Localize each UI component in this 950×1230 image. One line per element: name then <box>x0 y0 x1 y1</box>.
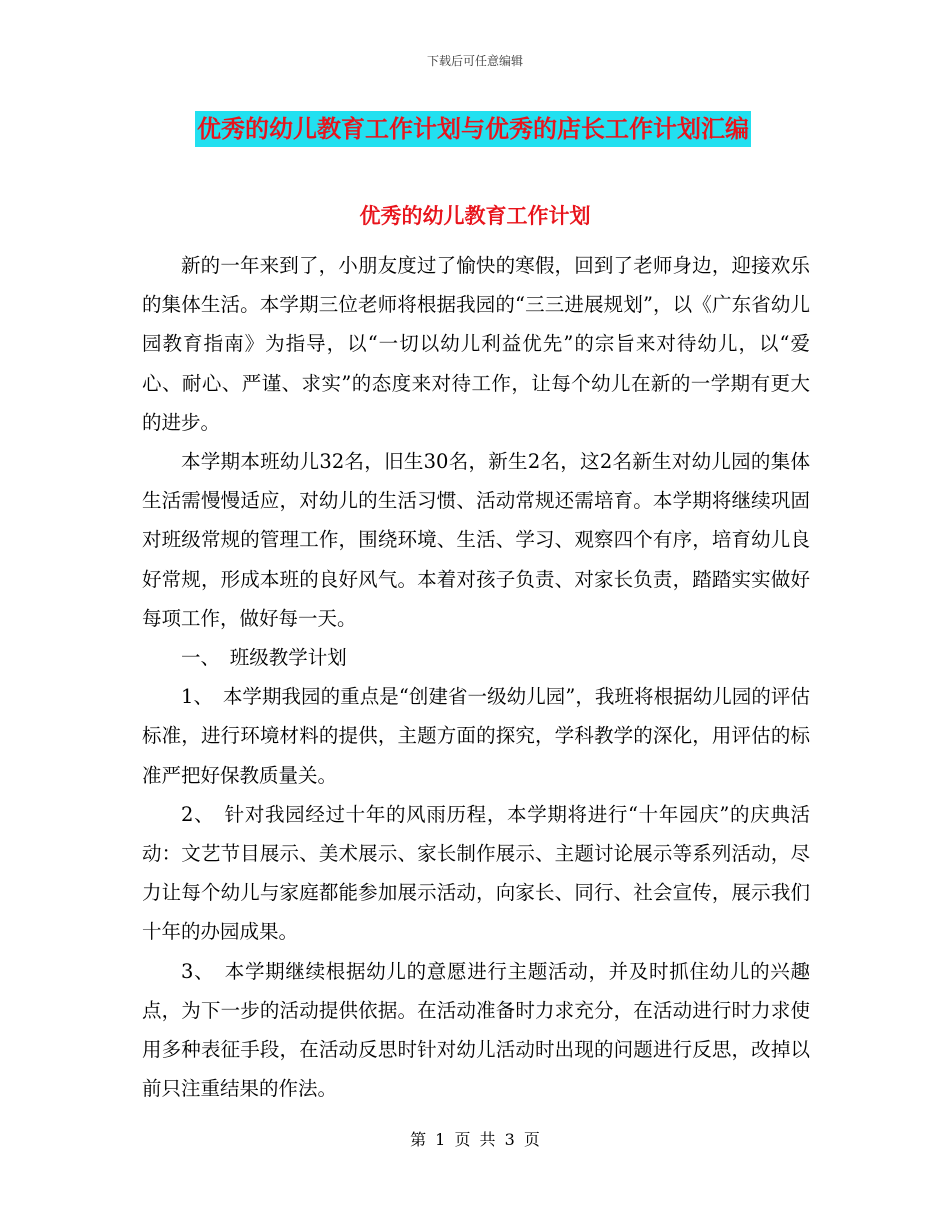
document-main-title: 优秀的幼儿教育工作计划与优秀的店长工作计划汇编 <box>195 111 751 147</box>
paragraph-item-3: 3、 本学期继续根据幼儿的意愿进行主题活动，并及时抓住幼儿的兴趣点，为下一步的活动提供依据。在活动准备时力求充分，在活动进行时力求使用多种表征手段，在活动反思时针对幼儿活动时出现的问题进行反思，改掉以前只注重结果的作法。 <box>142 959 810 1101</box>
section-title: 优秀的幼儿教育工作计划 <box>359 204 591 228</box>
paragraph-intro: 新的一年来到了，小朋友度过了愉快的寒假，回到了老师身边，迎接欢乐的集体生活。本学期三位老师将根据我园的“三三进展规划”，以《广东省幼儿园教育指南》为指导，以“一切以幼儿利益优先”的宗旨来对待幼儿，以“爱心、耐心、严谨、求实”的态度来对待工作，让每个幼儿在新的一学期有更大的进步。 <box>142 254 810 434</box>
paragraph-item-1: 1、 本学期我园的重点是“创建省一级幼儿园”，我班将根据幼儿园的评估标准，进行环境材料的提供，主题方面的探究，学科教学的深化，用评估的标准严把好保教质量关。 <box>142 685 810 787</box>
heading-teaching-plan: 一、 班级教学计划 <box>181 646 347 670</box>
page-number-footer: 第 1 页 共 3 页 <box>410 1130 540 1149</box>
paragraph-class-overview: 本学期本班幼儿32名，旧生30名，新生2名，这2名新生对幼儿园的集体生活需慢慢适应，对幼儿的生活习惯、活动常规还需培育。本学期将继续巩固对班级常规的管理工作，围绕环境、生活、学习、观察四个有序，培育幼儿良好常规，形成本班的良好风气。本着对孩子负责、对家长负责，踏踏实实做好每项工作，做好每一天。 <box>142 450 810 630</box>
paragraph-item-2: 2、 针对我园经过十年的风雨历程，本学期将进行“十年园庆”的庆典活动：文艺节目展示、美术展示、家长制作展示、主题讨论展示等系列活动，尽力让每个幼儿与家庭都能参加展示活动，向家长、同行、社会宣传，展示我们十年的办园成果。 <box>142 802 810 944</box>
document-body <box>142 246 810 1108</box>
header-note: 下载后可任意编辑 <box>426 54 523 68</box>
